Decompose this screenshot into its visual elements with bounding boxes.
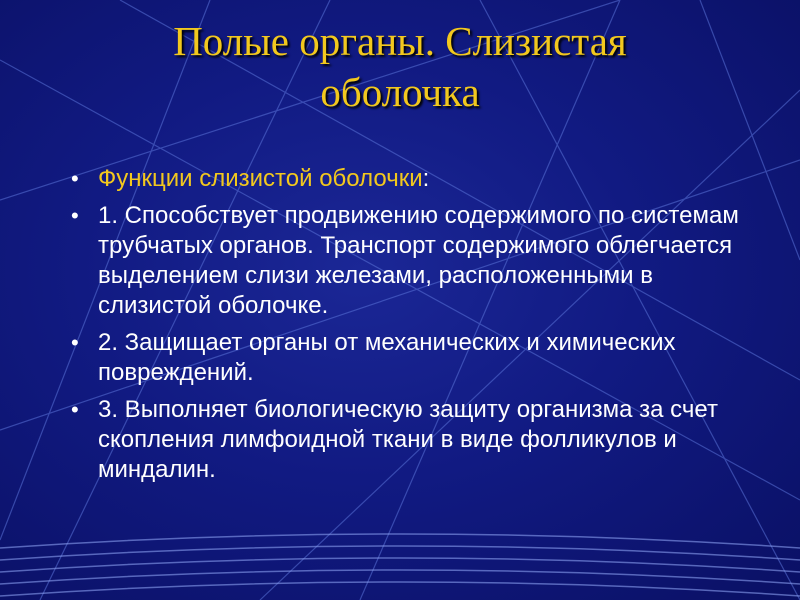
bullet-item-heading <box>68 164 758 194</box>
bullet-dot-icon: • <box>71 330 79 355</box>
bullet-text: 3. Выполняет биологическую защиту организма за счет скопления лимфоидной ткани в виде фолликулов и миндалин. <box>98 396 718 483</box>
bullet-item-1 <box>68 201 758 321</box>
bullet-item-3 <box>68 395 758 485</box>
bullet-dot-icon: • <box>71 166 79 191</box>
title-line-1: Полые органы. Слизистая <box>173 18 627 64</box>
bullet-dot-icon: • <box>71 397 79 422</box>
bullet-item-2 <box>68 328 758 388</box>
bullet-list <box>68 164 758 492</box>
bullet-text: Функции слизистой оболочки <box>98 165 423 192</box>
bullet-suffix: : <box>422 165 430 192</box>
title-line-2: оболочка <box>320 69 480 115</box>
bullet-dot-icon: • <box>71 203 79 228</box>
slide-title <box>60 16 740 118</box>
bullet-text: 1. Способствует продвижению содержимого по системам трубчатых органов. Транспорт содержимого облегчается выделением слизи железами, расположенными в слизистой оболочке. <box>98 202 739 319</box>
bullet-text: 2. Защищает органы от механических и химических повреждений. <box>98 329 676 386</box>
